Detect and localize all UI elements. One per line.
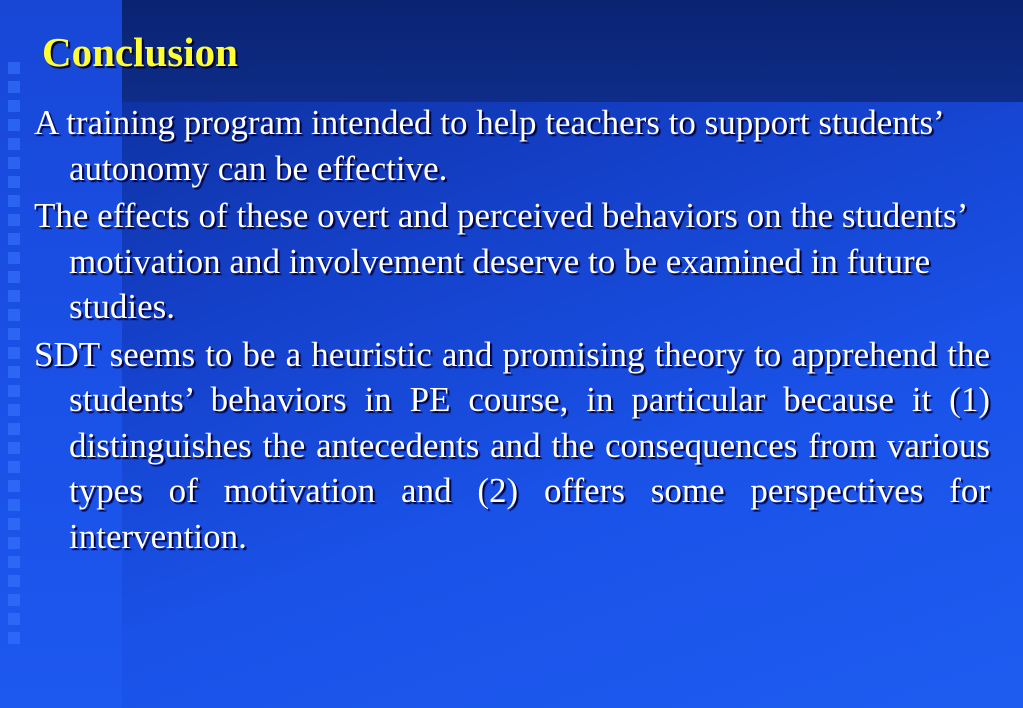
decorative-square [8,290,20,302]
decorative-square [8,138,20,150]
decorative-square [8,442,20,454]
decorative-square [8,271,20,283]
decorative-square [8,100,20,112]
decorative-square [8,404,20,416]
decorative-square [8,328,20,340]
decorative-square [8,252,20,264]
decorative-square [8,309,20,321]
decorative-square [8,214,20,226]
decorative-square [8,366,20,378]
paragraph-1: A training program intended to help teachers to support students’ autonomy can be effective. [34,103,943,188]
decorative-square [8,613,20,625]
decorative-square [8,176,20,188]
decorative-square [8,594,20,606]
decorative-square [8,575,20,587]
decorative-square [8,195,20,207]
decorative-square [8,518,20,530]
decorative-square [8,81,20,93]
decorative-square [8,157,20,169]
paragraph-2: The effects of these overt and perceived behaviors on the students’ motivation and involvement deserve to be examined in future studies. [34,196,966,326]
decorative-square [8,385,20,397]
decorative-square [8,499,20,511]
paragraph-3: SDT seems to be a heuristic and promising theory to apprehend the students’ behaviors in PE course, in particular because it (1) distinguishes the antecedents and the consequences from various types of motivation and (2) offers some perspectives for intervention. [34,334,990,556]
decorative-square [8,347,20,359]
top-decorative-band [122,0,1023,102]
decorative-square [8,62,20,74]
decorative-square [8,233,20,245]
decorative-square [8,461,20,473]
decorative-square [8,480,20,492]
decorative-square-column [8,62,26,651]
slide-body [34,100,990,561]
slide-title: Conclusion [42,29,238,75]
decorative-square [8,632,20,644]
decorative-square [8,556,20,568]
decorative-square [8,423,20,435]
decorative-square [8,537,20,549]
decorative-square [8,119,20,131]
